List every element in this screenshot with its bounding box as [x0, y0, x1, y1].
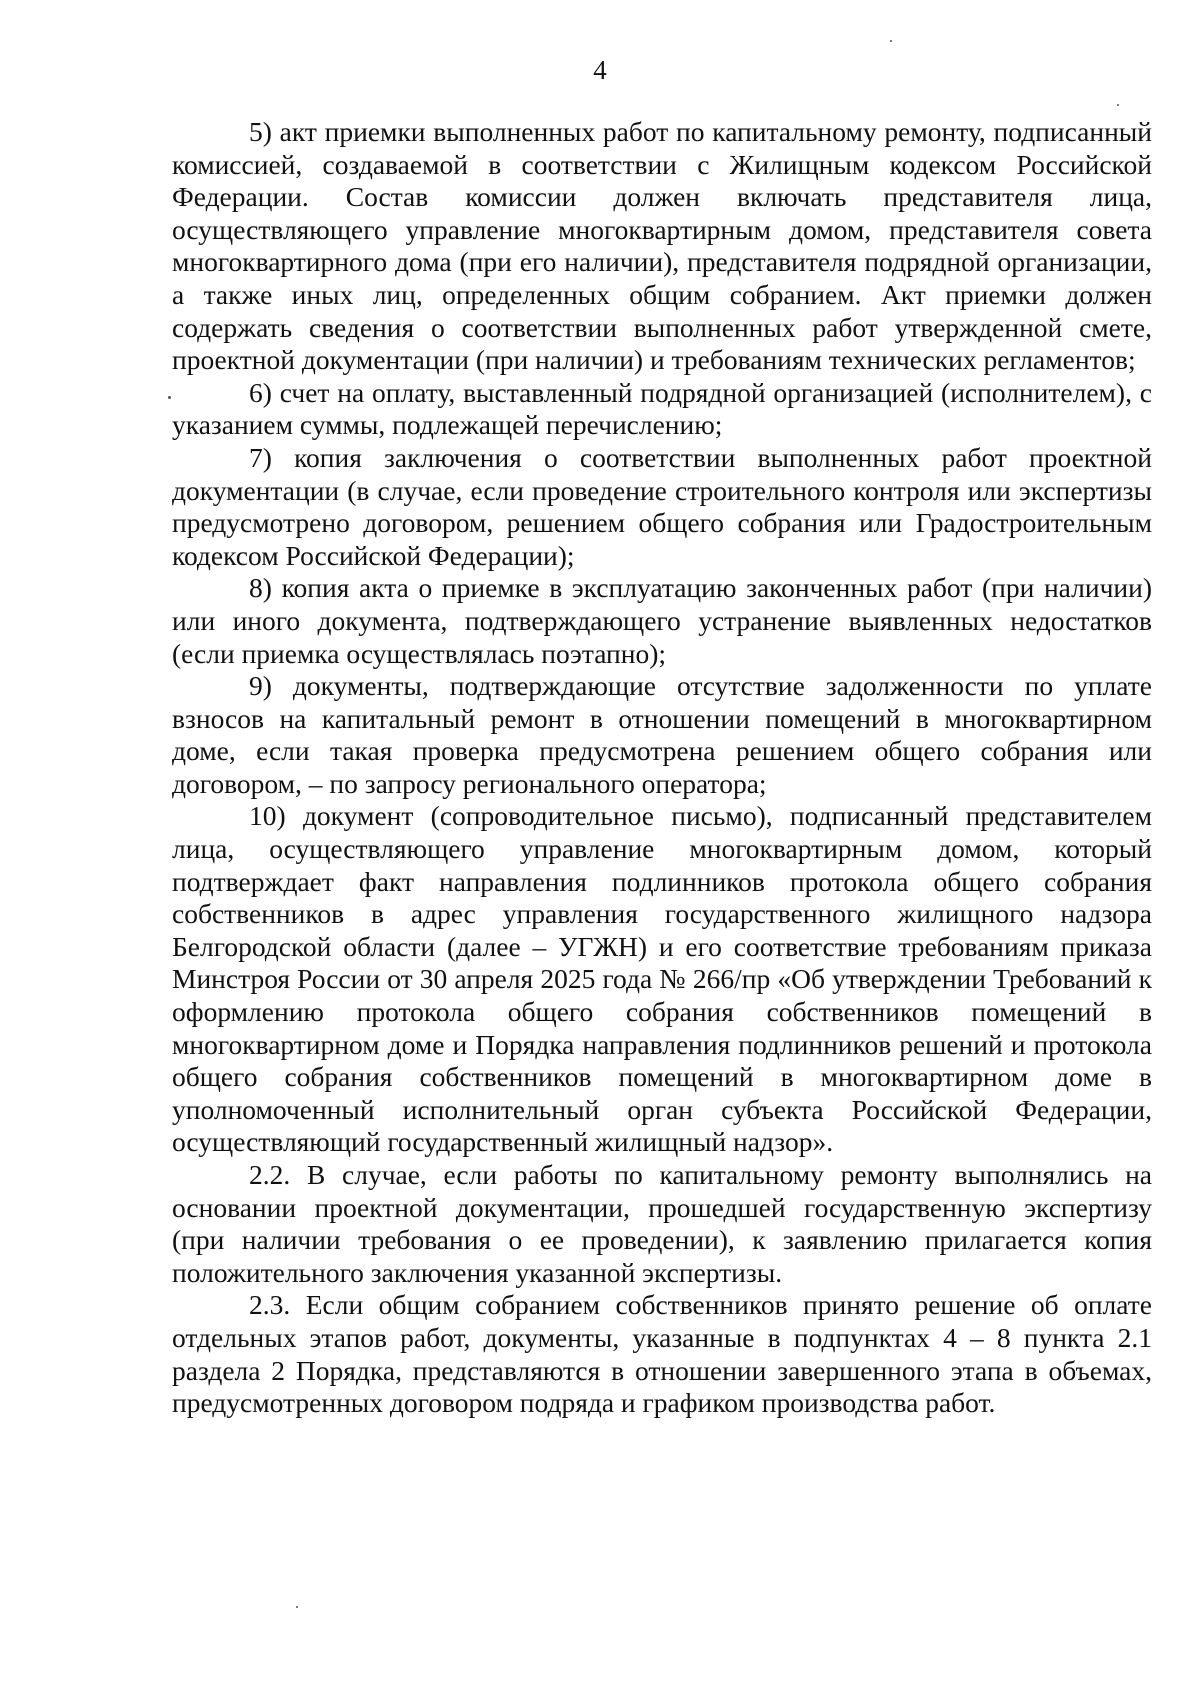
scan-speck: [1117, 104, 1119, 106]
scan-speck: [296, 1606, 298, 1608]
paragraph-item-6: 6) счет на оплату, выставленный подрядной организацией (исполнителем), с указанием суммы, подлежащей перечислению;: [172, 376, 1152, 441]
scan-speck: [168, 396, 171, 399]
page-number: 4: [593, 55, 607, 85]
scan-speck: [890, 40, 892, 42]
paragraph-2-2: 2.2. В случае, если работы по капитальному ремонту выполнялись на основании проектной документации, прошедшей государственную экспертизу (при наличии требования о ее проведении), к заявлению прилагается копия положительного заключения указанной экспертизы.: [172, 1159, 1152, 1288]
paragraph-item-7: 7) копия заключения о соответствии выполненных работ проектной документации (в случае, если проведение строительного контроля или экспертизы предусмотрено договором, решением общего собрания или Градостроительным кодексом Российской Федерации);: [172, 441, 1152, 571]
paragraph-item-10: 10) документ (сопроводительное письмо), подписанный представителем лица, осуществляющего управление многоквартирным домом, который подтверждает факт направления подлинников протокола общего собрания собственников в адрес управления государственного жилищного надзора Белгородской области (далее – УГЖН) и его соответствие требованиям приказа Минстроя России от 30 апреля 2025 года № 266/пр «Об утверждении Требований к оформлению протокола общего собрания собственников помещений в многоквартирном доме и Порядка направления подлинников решений и протокола общего собрания собственников помещений в многоквартирном доме в уполномоченный исполнительный орган субъекта Российской Федерации, осуществляющий государственный жилищный надзор».: [172, 800, 1152, 1158]
paragraph-item-5: 5) акт приемки выполненных работ по капитальному ремонту, подписанный комиссией, создаваемой в соответствии с Жилищным кодексом Российской Федерации. Состав комиссии должен включать представителя лица, осуществляющего управление многоквартирным домом, представителя совета многоквартирного дома (при его наличии), представителя подрядной организации, а также иных лиц, определенных общим собранием. Акт приемки должен содержать сведения о соответствии выполненных работ утвержденной смете, проектной документации (при наличии) и требованиям технических регламентов;: [172, 116, 1152, 376]
paragraph-item-9: 9) документы, подтверждающие отсутствие задолженности по уплате взносов на капитальный ремонт в отношении помещений в многоквартирном доме, если такая проверка предусмотрена решением общего собрания или договором, – по запросу регионального оператора;: [172, 670, 1152, 799]
document-body: [172, 116, 1152, 1420]
paragraph-item-8: 8) копия акта о приемке в эксплуатацию законченных работ (при наличии) или иного документа, подтверждающего устранение выявленных недостатков (если приемка осуществлялась поэтапно);: [172, 572, 1152, 669]
paragraph-2-3: 2.3. Если общим собранием собственников принято решение об оплате отдельных этапов работ, документы, указанные в подпунктах 4 – 8 пункта 2.1 раздела 2 Порядка, представляются в отношении завершенного этапа в объемах, предусмотренных договором подряда и графиком производства работ.: [172, 1289, 1152, 1419]
